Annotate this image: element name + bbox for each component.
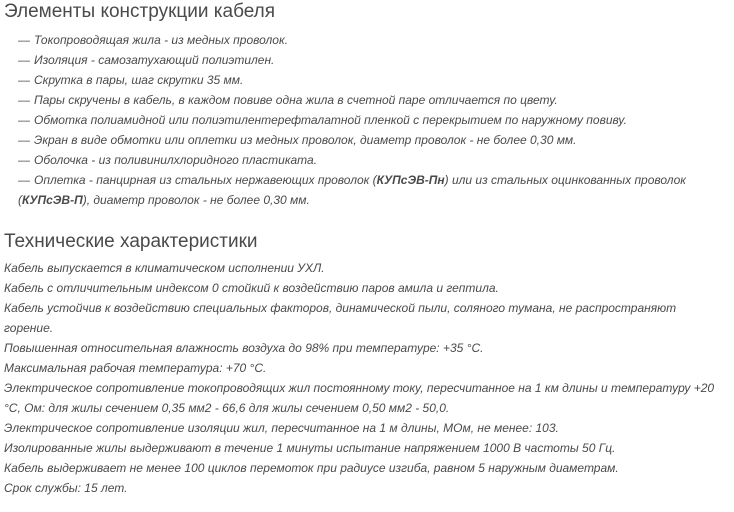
list-item: — Обмотка полиамидной или полиэтилентерефталатной пленкой с перекрытием по наружному повиву. (18, 113, 627, 127)
list-item: — Токопроводящая жила - из медных проволок. (18, 33, 288, 47)
list-item: — Изоляция - самозатухающий полиэтилен. (18, 53, 275, 67)
spec-line: Электрическое сопротивление изоляции жил, пересчитанное на 1 м длины, МОм, не менее: 103. (4, 421, 559, 435)
list-item: — Экран в виде обмотки или оплетки из медных проволок, диаметр проволок - не более 0,30 мм. (18, 133, 577, 147)
list-item: — Оболочка - из поливинилхлоридного пластиката. (18, 153, 318, 167)
spec-line: Максимальная рабочая температура: +70 °С. (4, 361, 267, 375)
content (4, 0, 732, 498)
cable-code-pn: КУПсЭВ-Пн (376, 173, 445, 187)
spec-line: Кабель выдерживает не менее 100 циклов перемоток при радиусе изгиба, равном 5 наружным диаметрам. (4, 461, 619, 475)
spec-line: горение. (4, 321, 54, 335)
spec-line: Электрическое сопротивление токопроводящих жил постоянному току, пересчитанное на 1 км длины и температуру +20 (4, 381, 715, 395)
spec-line: Кабель устойчив к воздействию специальных факторов, динамической пыли, соляного тумана, не распространяют (4, 301, 677, 315)
spec-line: Срок службы: 15 лет. (4, 481, 128, 495)
section-title-specs: Технические характеристики (4, 231, 258, 252)
list-item: — Скрутка в пары, шаг скрутки 35 мм. (18, 73, 244, 87)
list-item: — Пары скручены в кабель, в каждом повиве одна жила в счетной паре отличается по цвету. (18, 93, 558, 107)
specs-text (4, 258, 732, 498)
construction-list (4, 30, 732, 210)
spec-line: °С, Ом: для жилы сечением 0,35 мм2 - 66,6 для жилы сечением 0,50 мм2 - 50,0. (4, 401, 450, 415)
section-title-construction: Элементы конструкции кабеля (4, 1, 276, 22)
list-item-armor: — Оплетка - панцирная из стальных нержавеющих проволок (КУПсЭВ-Пн) или из стальных оцинкованных проволок (КУПсЭВ-П), диаметр проволок - не более 0,30 мм. (18, 173, 686, 207)
spec-line: Кабель с отличительным индексом 0 стойкий к воздействию паров амила и гептила. (4, 281, 499, 295)
cable-code-p: КУПсЭВ-П (22, 193, 83, 207)
spec-line: Повышенная относительная влажность воздуха до 98% при температуре: +35 °С. (4, 341, 484, 355)
spec-line: Кабель выпускается в климатическом исполнении УХЛ. (4, 261, 325, 275)
spec-line: Изолированные жилы выдерживают в течение 1 минуты испытание напряжением 1000 В частоты 50 Гц. (4, 441, 616, 455)
